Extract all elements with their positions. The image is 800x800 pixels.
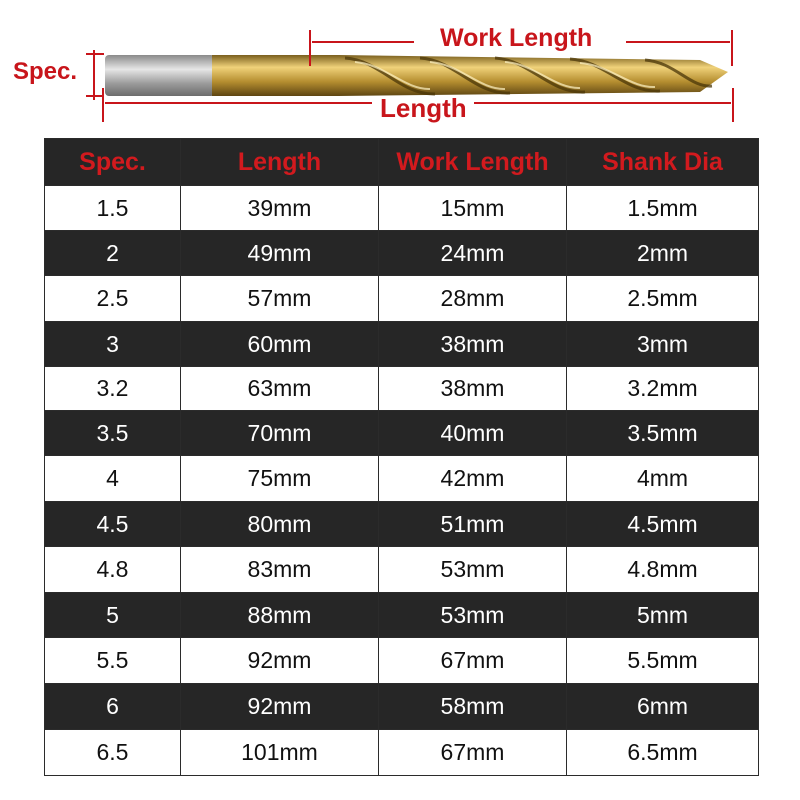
cell-shank-dia: 1.5mm: [567, 186, 759, 231]
cell-work-length: 24mm: [379, 231, 567, 276]
cell-length: 92mm: [181, 638, 379, 684]
table-row: [45, 547, 759, 593]
header-shank-dia: Shank Dia: [567, 139, 759, 186]
table-row: [45, 730, 759, 776]
drill-shank: [105, 55, 215, 96]
cell-length: 92mm: [181, 684, 379, 730]
header-spec: Spec.: [45, 139, 181, 186]
cell-length: 39mm: [181, 186, 379, 231]
cell-length: 57mm: [181, 276, 379, 322]
spec-dimension-label: Spec.: [13, 58, 78, 85]
cell-spec: 2: [45, 231, 181, 276]
cell-work-length: 53mm: [379, 547, 567, 593]
cell-spec: 3.5: [45, 411, 181, 456]
cell-length: 70mm: [181, 411, 379, 456]
cell-shank-dia: 6.5mm: [567, 730, 759, 776]
table-row: [45, 638, 759, 684]
cell-shank-dia: 5.5mm: [567, 638, 759, 684]
cell-length: 83mm: [181, 547, 379, 593]
table-row: [45, 367, 759, 411]
cell-work-length: 53mm: [379, 593, 567, 638]
cell-spec: 3: [45, 322, 181, 367]
cell-work-length: 67mm: [379, 730, 567, 776]
header-work-length: Work Length: [379, 139, 567, 186]
table-row: [45, 322, 759, 367]
cell-spec: 4.5: [45, 502, 181, 547]
table-header-row: [45, 139, 759, 186]
table-row: [45, 186, 759, 231]
cell-shank-dia: 4mm: [567, 456, 759, 502]
cell-spec: 6: [45, 684, 181, 730]
table-row: [45, 231, 759, 276]
table-body: [45, 186, 759, 776]
cell-work-length: 58mm: [379, 684, 567, 730]
cell-spec: 5: [45, 593, 181, 638]
cell-spec: 6.5: [45, 730, 181, 776]
cell-spec: 3.2: [45, 367, 181, 411]
table-row: [45, 276, 759, 322]
cell-length: 80mm: [181, 502, 379, 547]
cell-work-length: 28mm: [379, 276, 567, 322]
cell-work-length: 15mm: [379, 186, 567, 231]
drill-body: [212, 55, 728, 96]
cell-length: 75mm: [181, 456, 379, 502]
cell-work-length: 42mm: [379, 456, 567, 502]
cell-spec: 2.5: [45, 276, 181, 322]
cell-shank-dia: 3.5mm: [567, 411, 759, 456]
cell-work-length: 38mm: [379, 367, 567, 411]
table-row: [45, 456, 759, 502]
work-length-dimension-label: Work Length: [440, 24, 593, 52]
table-row: [45, 593, 759, 638]
drill-bit-diagram: [0, 0, 800, 135]
cell-shank-dia: 2.5mm: [567, 276, 759, 322]
cell-shank-dia: 2mm: [567, 231, 759, 276]
table-row: [45, 502, 759, 547]
cell-work-length: 67mm: [379, 638, 567, 684]
cell-spec: 4.8: [45, 547, 181, 593]
cell-length: 60mm: [181, 322, 379, 367]
cell-work-length: 51mm: [379, 502, 567, 547]
cell-length: 63mm: [181, 367, 379, 411]
cell-length: 88mm: [181, 593, 379, 638]
cell-work-length: 40mm: [379, 411, 567, 456]
cell-length: 49mm: [181, 231, 379, 276]
cell-spec: 4: [45, 456, 181, 502]
cell-shank-dia: 3mm: [567, 322, 759, 367]
cell-length: 101mm: [181, 730, 379, 776]
cell-shank-dia: 4.5mm: [567, 502, 759, 547]
cell-shank-dia: 4.8mm: [567, 547, 759, 593]
length-dimension-label: Length: [380, 93, 467, 123]
cell-shank-dia: 3.2mm: [567, 367, 759, 411]
header-length: Length: [181, 139, 379, 186]
table-row: [45, 684, 759, 730]
cell-work-length: 38mm: [379, 322, 567, 367]
spec-table: [44, 138, 759, 776]
cell-spec: 1.5: [45, 186, 181, 231]
table-row: [45, 411, 759, 456]
cell-shank-dia: 6mm: [567, 684, 759, 730]
cell-spec: 5.5: [45, 638, 181, 684]
cell-shank-dia: 5mm: [567, 593, 759, 638]
